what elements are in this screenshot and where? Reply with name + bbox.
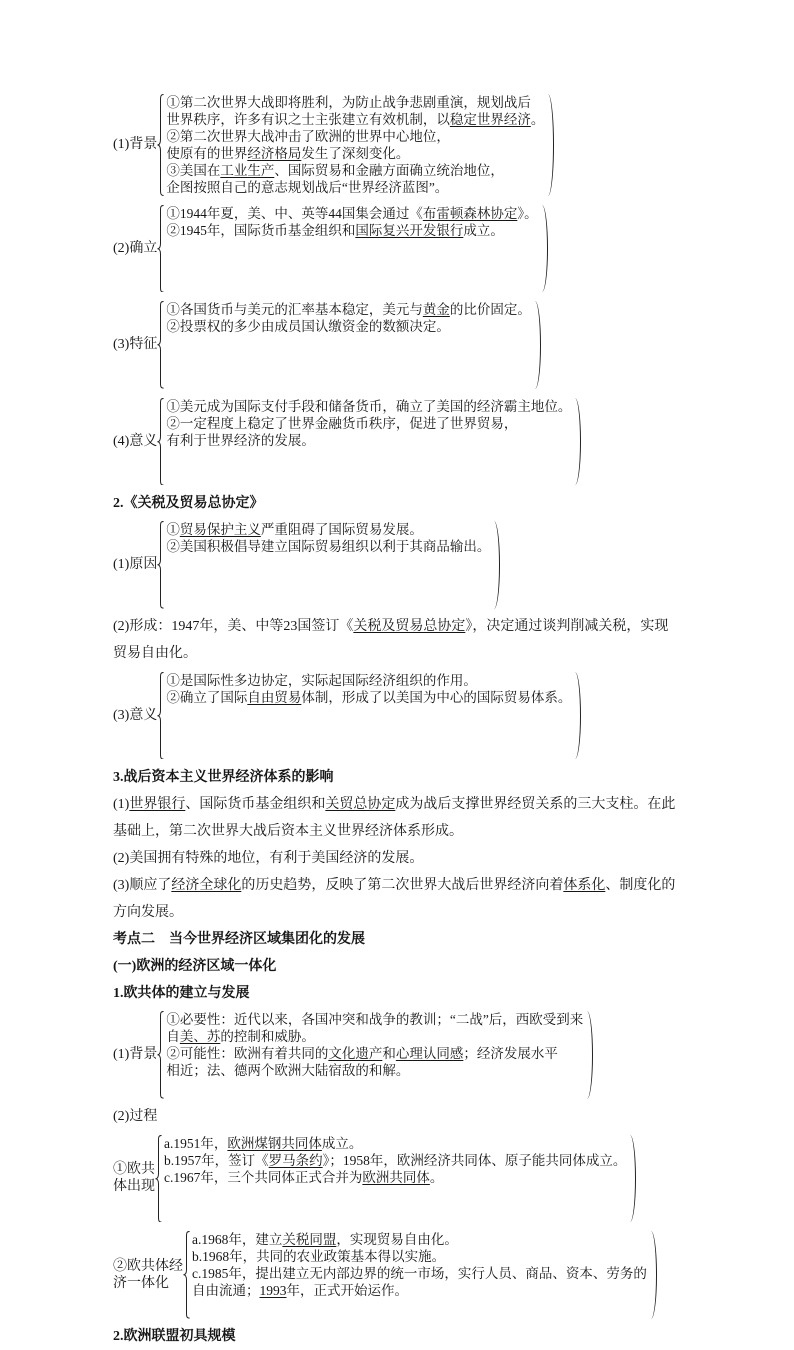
left-brace — [157, 94, 164, 196]
bracket-group — [113, 1130, 675, 1227]
bracket-label — [113, 94, 157, 196]
text-segment: 2.《关税及贸易总协定》 — [113, 495, 264, 511]
text-segment: 发生了深刻变化。 — [301, 145, 410, 161]
left-brace-stroke — [183, 1231, 189, 1318]
text-segment: 世界秩序，许多有识之士主张建立有效机制，以 — [166, 111, 450, 127]
text-segment: 年，正式开始运作。 — [286, 1283, 408, 1298]
text-segment: 的历史趋势，反映了第二次世界大战后世界经济向着 — [241, 877, 564, 893]
left-brace — [157, 398, 164, 486]
text-line — [113, 926, 675, 953]
underlined-text: 美、苏 — [179, 1029, 221, 1044]
text-line — [113, 980, 675, 1007]
text-line — [166, 205, 537, 222]
bracket-label — [113, 672, 157, 760]
text-line — [166, 94, 544, 111]
bracket-label-line: 济一体化 — [113, 1275, 169, 1291]
bracket-label-line: (3)特征 — [113, 337, 158, 353]
text-segment: 考点二 当今世界经济区域集团化的发展 — [113, 931, 365, 947]
bracket-group — [113, 667, 675, 764]
left-brace-stroke — [155, 1135, 161, 1222]
text-line — [166, 222, 537, 239]
text-segment: ① — [166, 522, 180, 537]
bracket-items — [163, 1135, 626, 1223]
text-segment: 》。 — [517, 205, 538, 221]
bracket-group — [113, 297, 675, 394]
text-line — [113, 1103, 675, 1130]
bracket-label-line: ②欧共体经 — [113, 1258, 183, 1274]
text-segment: 相近；法、德两个欧洲大陆宿敌的和解。 — [166, 1063, 410, 1078]
paragraph — [113, 613, 675, 667]
underlined-text: 黄金 — [422, 302, 450, 317]
bracket-label-line: 体出现 — [113, 1179, 155, 1195]
text-segment: ②确立了国际 — [166, 689, 248, 705]
right-bracket — [630, 1135, 636, 1223]
bracket-label-line: (4)意义 — [113, 433, 158, 449]
text-line — [166, 398, 571, 415]
text-line — [166, 432, 571, 449]
text-line — [192, 1248, 647, 1265]
text-line — [166, 538, 490, 555]
bracket-items — [165, 94, 544, 196]
text-line — [166, 1045, 583, 1062]
left-brace — [157, 301, 164, 389]
bracket-items — [165, 672, 571, 760]
text-line — [113, 613, 675, 640]
text-segment: 。 — [429, 1169, 444, 1185]
underlined-text: 经济格局 — [247, 145, 302, 161]
paragraph — [113, 845, 675, 872]
bracket-label — [113, 398, 157, 486]
paragraph — [113, 872, 675, 926]
bracket-group — [113, 393, 675, 490]
bracket-label-line: (1)原因 — [113, 557, 158, 573]
left-brace — [157, 521, 164, 609]
text-segment: 》；1958年，欧洲经济共同体、原子能共同体成立。 — [322, 1152, 627, 1168]
text-line — [113, 791, 675, 818]
text-line — [166, 1062, 583, 1079]
underlined-text: 关税同盟 — [282, 1232, 337, 1247]
bracket-group — [113, 200, 675, 297]
underlined-text: 罗马条约 — [268, 1152, 323, 1168]
text-segment: a.1951年， — [164, 1135, 228, 1151]
right-bracket — [542, 205, 548, 293]
text-segment: c.1967年，三个共同体正式合并为 — [164, 1169, 363, 1185]
text-segment: ①必要性：近代以来，各国冲突和战争的教训；“二战”后，西欧受到来 — [166, 1012, 584, 1027]
text-line — [166, 318, 531, 335]
section-heading — [113, 926, 675, 953]
text-segment: (一)欧洲的经济区域一体化 — [113, 958, 277, 974]
text-segment: ；经济发展水平 — [463, 1046, 558, 1061]
text-line — [113, 845, 675, 872]
right-bracket — [651, 1231, 657, 1319]
underlined-text: 关税及贸易总协定 — [353, 619, 466, 634]
left-brace — [157, 1011, 164, 1099]
text-line — [113, 953, 675, 980]
bracket-group — [113, 1007, 675, 1104]
left-brace — [157, 672, 164, 760]
text-line — [164, 1169, 626, 1186]
right-bracket — [494, 521, 500, 609]
underlined-text: 稳定世界经济 — [449, 111, 531, 127]
text-segment: (2)形成：1947年，美、中等23国签订《 — [113, 619, 354, 634]
text-segment: 贸易自由化。 — [113, 646, 197, 661]
text-line — [192, 1265, 647, 1282]
bracket-items — [165, 301, 531, 389]
section-heading — [113, 490, 675, 517]
text-segment: ①第二次世界大战即将胜利，为防止战争悲剧重演，规划战后 — [166, 94, 531, 110]
bracket-label — [113, 1011, 157, 1099]
bracket-label-line: (2)确立 — [113, 240, 158, 256]
bracket-label-line: (3)意义 — [113, 707, 158, 723]
text-segment: ②一定程度上稳定了世界金融货币秩序，促进了世界贸易， — [166, 415, 518, 431]
left-brace-stroke — [158, 398, 164, 485]
left-brace-stroke — [158, 521, 164, 608]
text-line — [166, 521, 490, 538]
text-line — [113, 872, 675, 899]
text-segment: 使原有的世界 — [166, 145, 248, 161]
text-segment: ②第二次世界大战冲击了欧洲的世界中心地位， — [166, 128, 450, 144]
text-segment: a.1968年，建立 — [192, 1232, 283, 1247]
bracket-group — [113, 1227, 675, 1324]
text-line — [166, 672, 571, 689]
text-segment: (2)美国拥有特殊的地位，有利于美国经济的发展。 — [113, 850, 424, 866]
underlined-text: 文化遗产 — [328, 1046, 383, 1061]
underlined-text: 经济全球化 — [171, 877, 242, 893]
bracket-items — [165, 521, 490, 609]
bracket-group — [113, 89, 675, 200]
text-line — [166, 179, 544, 196]
section-heading — [113, 1323, 675, 1350]
right-bracket — [575, 398, 581, 486]
bracket-group — [113, 517, 675, 614]
text-segment: 成立。 — [321, 1135, 363, 1151]
bracket-label — [113, 521, 157, 609]
underlined-text: 欧洲煤钢共同体 — [227, 1135, 322, 1151]
underlined-text: 国际复兴开发银行 — [355, 222, 464, 238]
bracket-items — [165, 1011, 583, 1099]
bracket-label-line: ①欧共 — [113, 1162, 155, 1178]
left-brace — [155, 1135, 162, 1223]
right-bracket — [548, 94, 554, 196]
section-heading — [113, 764, 675, 791]
underlined-text: 心理认同感 — [395, 1046, 464, 1061]
left-brace — [157, 205, 164, 293]
text-segment: 、国际贸易和金融方面确立统治地位， — [274, 162, 504, 178]
text-segment: 自 — [166, 1029, 180, 1044]
underlined-text: 欧洲共同体 — [362, 1169, 430, 1185]
text-segment: ②可能性：欧洲有着共同的 — [166, 1046, 329, 1061]
text-segment: ，实现贸易自由化。 — [336, 1232, 458, 1247]
text-line — [113, 1323, 675, 1350]
text-line — [166, 162, 544, 179]
text-line — [113, 764, 675, 791]
left-brace — [183, 1231, 190, 1319]
text-segment: (2)过程 — [113, 1109, 158, 1124]
bracket-label-line: (1)背景 — [113, 1047, 158, 1063]
underlined-text: 1993 — [259, 1283, 287, 1298]
text-segment: ②1945年，国际货币基金组织和 — [166, 222, 356, 238]
underlined-text: 自由贸易 — [247, 689, 302, 705]
text-line — [166, 415, 571, 432]
text-segment: 的比价固定。 — [449, 302, 531, 317]
text-segment: ①是国际性多边协定，实际起国际经济组织的作用。 — [166, 672, 477, 688]
text-line — [166, 1011, 583, 1028]
document-page-body — [113, 89, 675, 1350]
underlined-text: 贸易保护主义 — [179, 522, 261, 537]
text-line — [113, 490, 675, 517]
left-brace-stroke — [158, 672, 164, 759]
left-brace-stroke — [158, 94, 164, 195]
text-segment: 成立。 — [463, 222, 504, 238]
underlined-text: 布雷顿森林协定 — [422, 205, 518, 221]
underlined-text: 关贸总协定 — [325, 796, 396, 812]
text-segment: (3)顺应了 — [113, 877, 172, 893]
text-segment: 。 — [530, 111, 545, 127]
section-heading — [113, 980, 675, 1007]
text-line — [166, 1028, 583, 1045]
bracket-label — [113, 1135, 155, 1223]
bracket-label — [113, 205, 157, 293]
bracket-items — [191, 1231, 647, 1319]
text-segment: 自由流通； — [192, 1283, 260, 1298]
text-line — [113, 640, 675, 667]
text-segment: ①1944年夏，美、中、英等44国集会通过《 — [166, 205, 423, 221]
text-segment: 3.战后资本主义世界经济体系的影响 — [113, 769, 334, 785]
underlined-text: 世界银行 — [129, 796, 186, 812]
bracket-label — [113, 301, 157, 389]
text-segment: 、制度化的 — [605, 877, 676, 893]
text-segment: 2.欧洲联盟初具规模 — [113, 1329, 236, 1344]
left-brace-stroke — [158, 301, 164, 388]
text-line — [166, 111, 544, 128]
text-segment: 、国际货币基金组织和 — [185, 796, 326, 812]
underlined-text: 体系化 — [563, 877, 606, 893]
text-segment: (1) — [113, 796, 130, 812]
text-segment: 》，决定通过谈判削减关税，实现 — [465, 619, 669, 634]
text-line — [113, 818, 675, 845]
text-segment: 基础上，第二次世界大战后资本主义世界经济体系形成。 — [113, 823, 463, 839]
underlined-text: 工业生产 — [220, 162, 275, 178]
bracket-label — [113, 1231, 183, 1319]
text-line — [113, 899, 675, 926]
bracket-items — [165, 398, 571, 486]
text-line — [166, 128, 544, 145]
bracket-label-line: (1)背景 — [113, 137, 158, 152]
text-segment: ②投票权的多少由成员国认缴资金的数额决定。 — [166, 319, 450, 334]
text-line — [164, 1152, 626, 1169]
text-line — [166, 145, 544, 162]
text-segment: ②美国积极倡导建立国际贸易组织以利于其商品输出。 — [166, 539, 491, 554]
left-brace-stroke — [158, 1011, 164, 1098]
text-segment: b.1957年，签订《 — [164, 1152, 269, 1168]
text-segment: 和 — [382, 1046, 396, 1061]
text-line — [166, 301, 531, 318]
text-line — [192, 1231, 647, 1248]
right-bracket — [535, 301, 541, 389]
text-segment: 有利于世界经济的发展。 — [166, 432, 315, 448]
bracket-items — [165, 205, 537, 293]
text-segment: b.1968年，共同的农业政策基本得以实施。 — [192, 1249, 446, 1264]
text-segment: ①各国货币与美元的汇率基本稳定，美元与 — [166, 302, 423, 317]
text-segment: 1.欧共体的建立与发展 — [113, 985, 250, 1001]
text-line — [166, 689, 571, 706]
text-segment: ①美元成为国际支付手段和储备货币，确立了美国的经济霸主地位。 — [166, 398, 572, 414]
section-heading — [113, 953, 675, 980]
text-segment: 方向发展。 — [113, 904, 183, 920]
text-segment: 体制，形成了以美国为中心的国际贸易体系。 — [301, 689, 572, 705]
text-segment: c.1985年，提出建立无内部边界的统一市场，实行人员、商品、资本、劳务的 — [192, 1266, 647, 1281]
left-brace-stroke — [158, 205, 164, 292]
right-bracket — [575, 672, 581, 760]
text-segment: 严重阻碍了国际贸易发展。 — [260, 522, 423, 537]
paragraph — [113, 791, 675, 845]
text-segment: ③美国在 — [166, 162, 221, 178]
text-line — [164, 1135, 626, 1152]
text-segment: 企图按照自己的意志规划战后“世界经济蓝图”。 — [166, 179, 449, 195]
text-line — [192, 1282, 647, 1299]
right-bracket — [587, 1011, 593, 1099]
text-segment: 的控制和威胁。 — [220, 1029, 315, 1044]
paragraph — [113, 1103, 675, 1130]
text-segment: 成为战后支撑世界经贸关系的三大支柱。在此 — [395, 796, 676, 812]
